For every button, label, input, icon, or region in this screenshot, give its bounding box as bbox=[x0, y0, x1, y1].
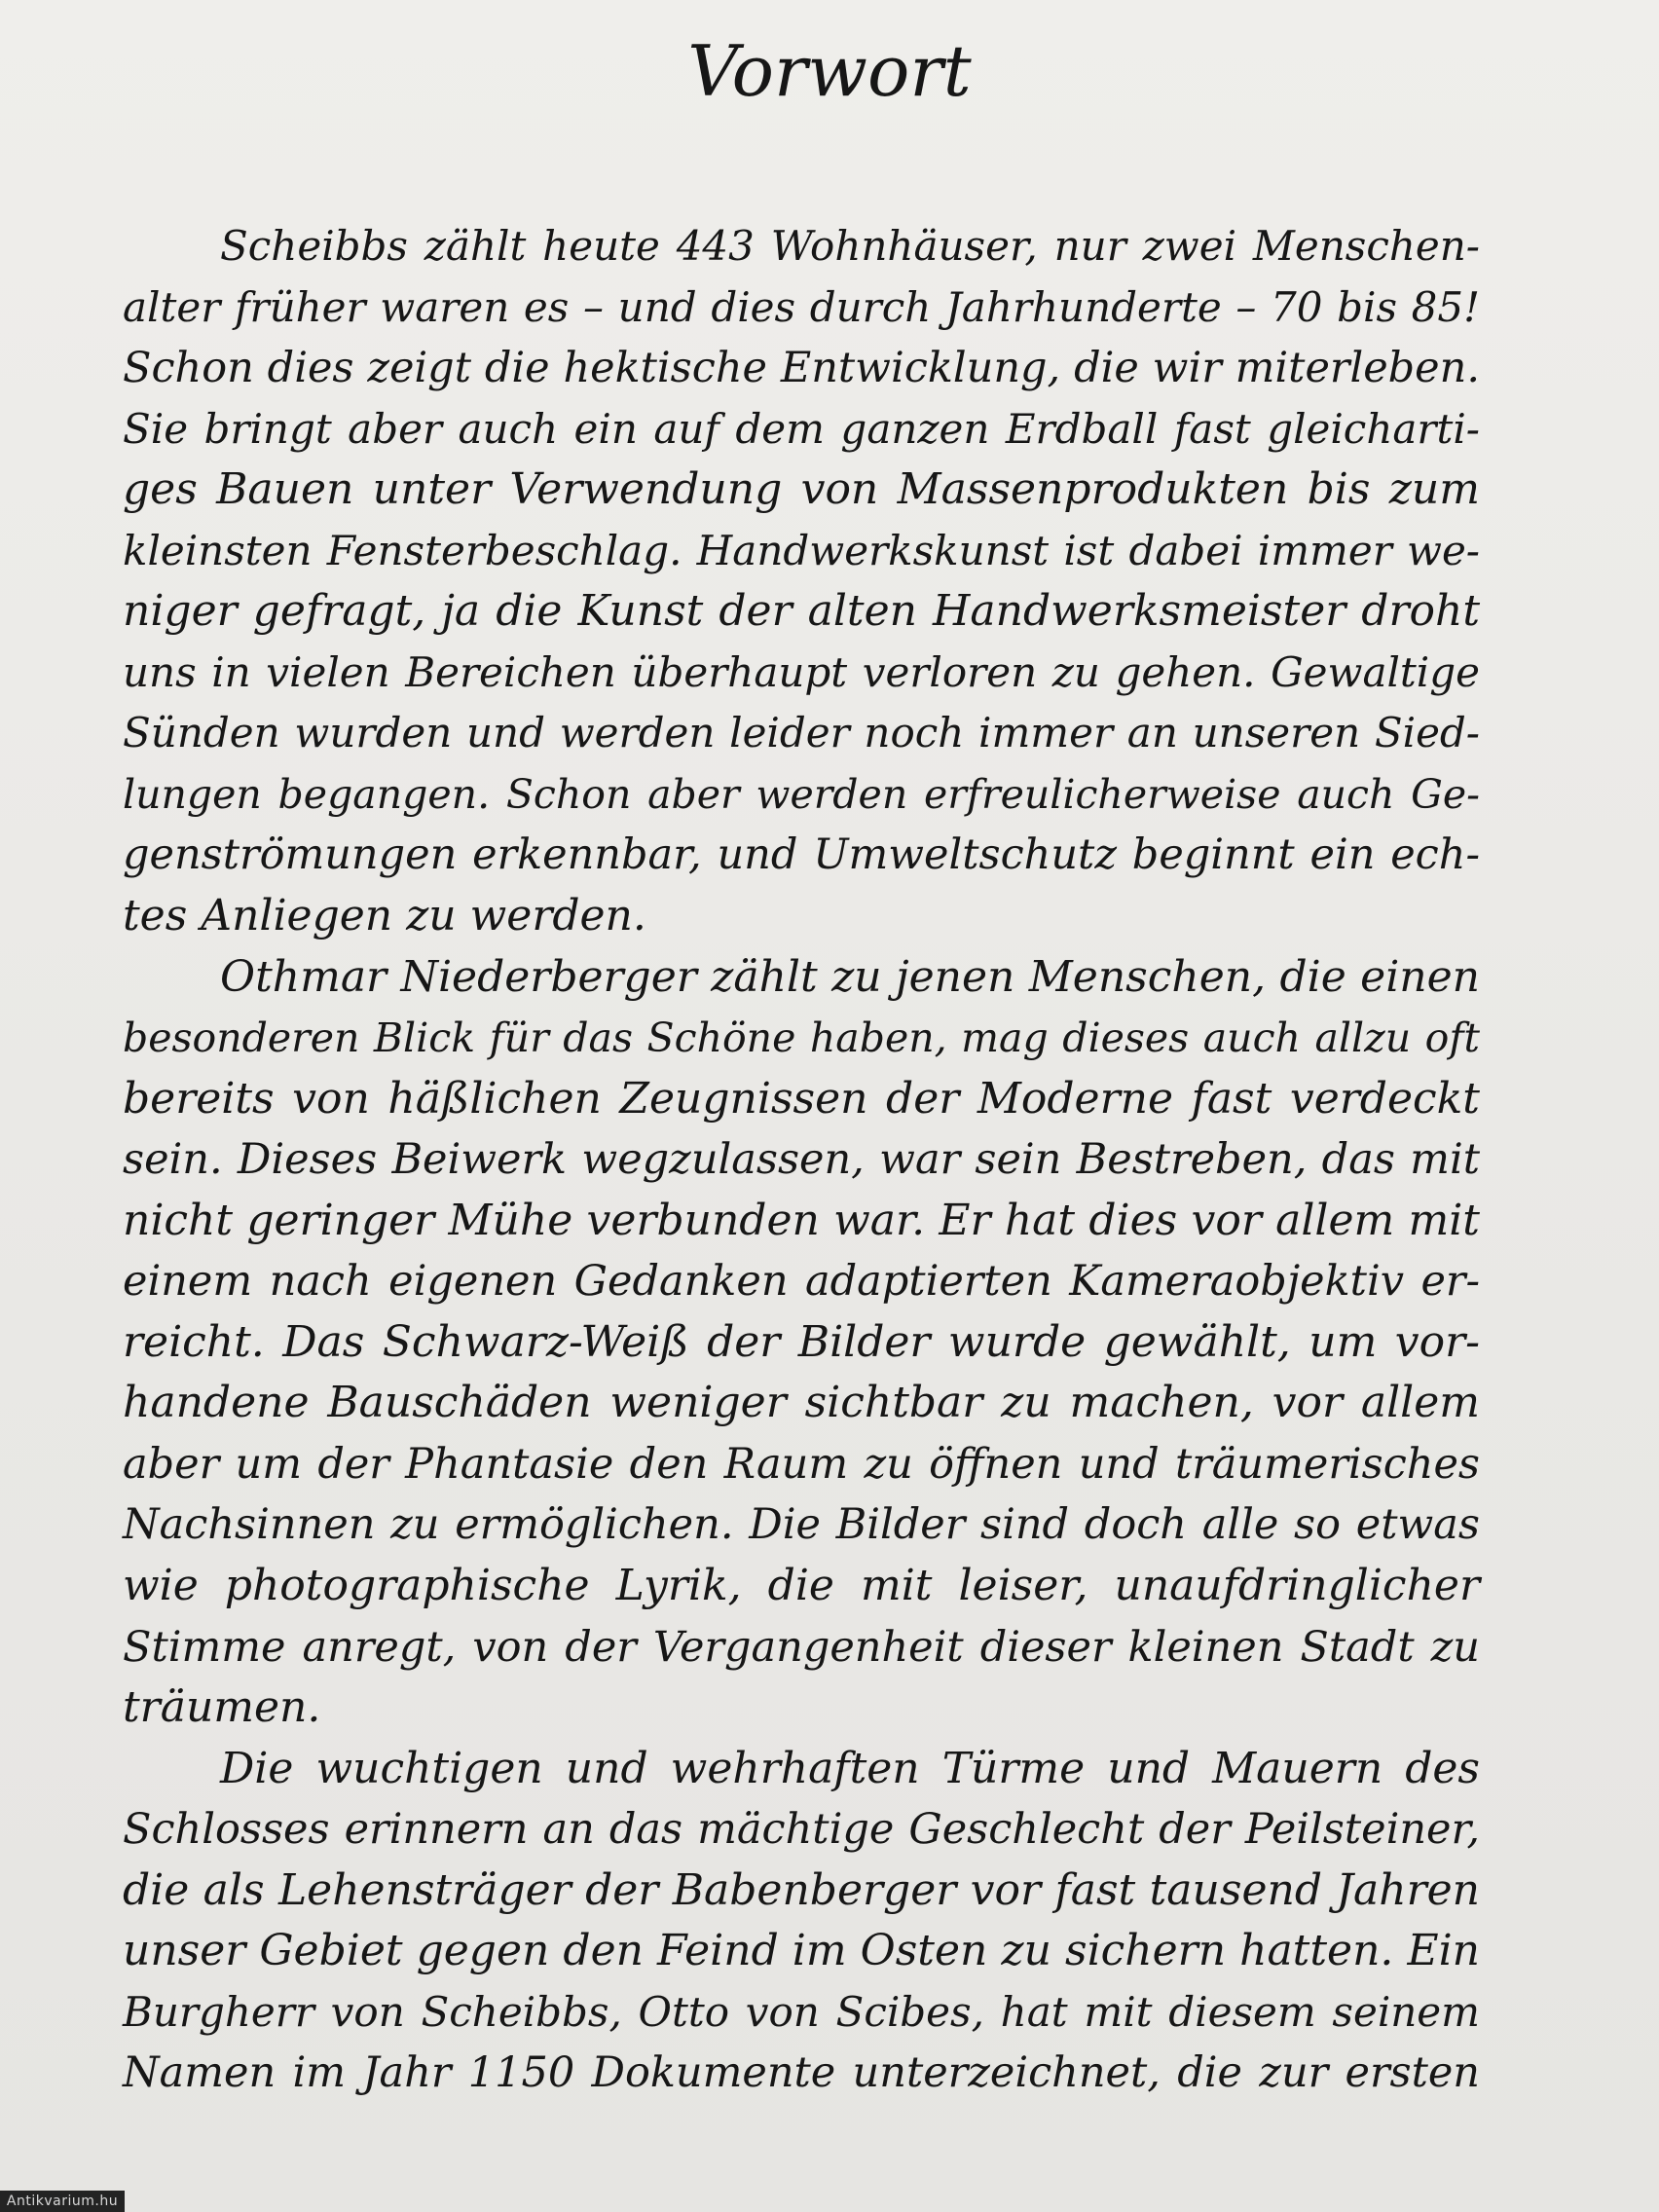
page-title: Vorwort bbox=[687, 30, 972, 112]
text-line: Scheibbs zählt heute 443 Wohnhäuser, nur zwei Menschen- bbox=[220, 222, 1480, 270]
preface-body-text bbox=[123, 216, 1480, 2104]
text-line: kleinsten Fensterbeschlag. Handwerkskunst ist dabei immer we- bbox=[123, 526, 1480, 574]
text-line: Die wuchtigen und wehrhaften Türme und Mauern des bbox=[220, 1743, 1480, 1793]
text-line: sein. Dieses Beiwerk wegzulassen, war sein Bestreben, das mit bbox=[123, 1135, 1480, 1185]
text-line: alter früher waren es – und dies durch Jahrhunderte – 70 bis 85! bbox=[123, 282, 1480, 331]
text-line: uns in vielen Bereichen überhaupt verloren zu gehen. Gewaltige bbox=[123, 647, 1480, 696]
text-line: Schon dies zeigt die hektische Entwicklung, die wir miterleben. bbox=[123, 344, 1480, 393]
watermark-stamp: Antikvarium.hu bbox=[0, 2191, 125, 2212]
text-line: wie photographische Lyrik, die mit leiser, unaufdringlicher bbox=[123, 1561, 1480, 1611]
text-line: Schlosses erinnern an das mächtige Geschlecht der Peilsteiner, bbox=[123, 1805, 1480, 1855]
text-line: die als Lehensträger der Babenberger vor fast tausend Jahren bbox=[123, 1864, 1480, 1915]
text-line: Nachsinnen zu ermöglichen. Die Bilder sind doch alle so etwas bbox=[123, 1500, 1480, 1550]
text-line: Sie bringt aber auch ein auf dem ganzen Erdball fast gleicharti- bbox=[123, 404, 1480, 453]
text-line: handene Bauschäden weniger sichtbar zu machen, vor allem bbox=[123, 1378, 1480, 1428]
text-line: Stimme anregt, von der Vergangenheit dieser kleinen Stadt zu bbox=[123, 1622, 1480, 1672]
text-line: reicht. Das Schwarz-Weiß der Bilder wurde gewählt, um vor- bbox=[123, 1316, 1480, 1367]
text-line: Sünden wurden und werden leider noch immer an unseren Sied- bbox=[123, 709, 1480, 757]
text-line: Burgherr von Scheibbs, Otto von Scibes, hat mit diesem seinem bbox=[123, 1987, 1480, 2036]
text-line: einem nach eigenen Gedanken adaptierten Kameraobjektiv er- bbox=[123, 1257, 1480, 1307]
text-line: ges Bauen unter Verwendung von Massenprodukten bis zum bbox=[123, 464, 1480, 515]
text-line: aber um der Phantasie den Raum zu öffnen und träumerisches bbox=[123, 1439, 1480, 1489]
text-line: lungen begangen. Schon aber werden erfreulicherweise auch Ge- bbox=[123, 770, 1480, 818]
text-line: bereits von häßlichen Zeugnissen der Moderne fast verdeckt bbox=[123, 1073, 1480, 1124]
text-line: niger gefragt, ja die Kunst der alten Handwerksmeister droht bbox=[123, 586, 1480, 637]
text-line: Namen im Jahr 1150 Dokumente unterzeichnet, die zur ersten bbox=[123, 2048, 1480, 2098]
text-line: nicht geringer Mühe verbunden war. Er hat dies vor allem mit bbox=[123, 1195, 1480, 1245]
text-line: tes Anliegen zu werden. bbox=[123, 891, 646, 941]
text-line: träumen. bbox=[123, 1682, 321, 1733]
text-line: besonderen Blick für das Schöne haben, mag dieses auch allzu oft bbox=[123, 1014, 1480, 1062]
text-line: unser Gebiet gegen den Feind im Osten zu sichern hatten. Ein bbox=[123, 1926, 1480, 1976]
text-line: genströmungen erkennbar, und Umweltschutz beginnt ein ech- bbox=[123, 830, 1480, 880]
text-line: Othmar Niederberger zählt zu jenen Menschen, die einen bbox=[220, 951, 1480, 1002]
